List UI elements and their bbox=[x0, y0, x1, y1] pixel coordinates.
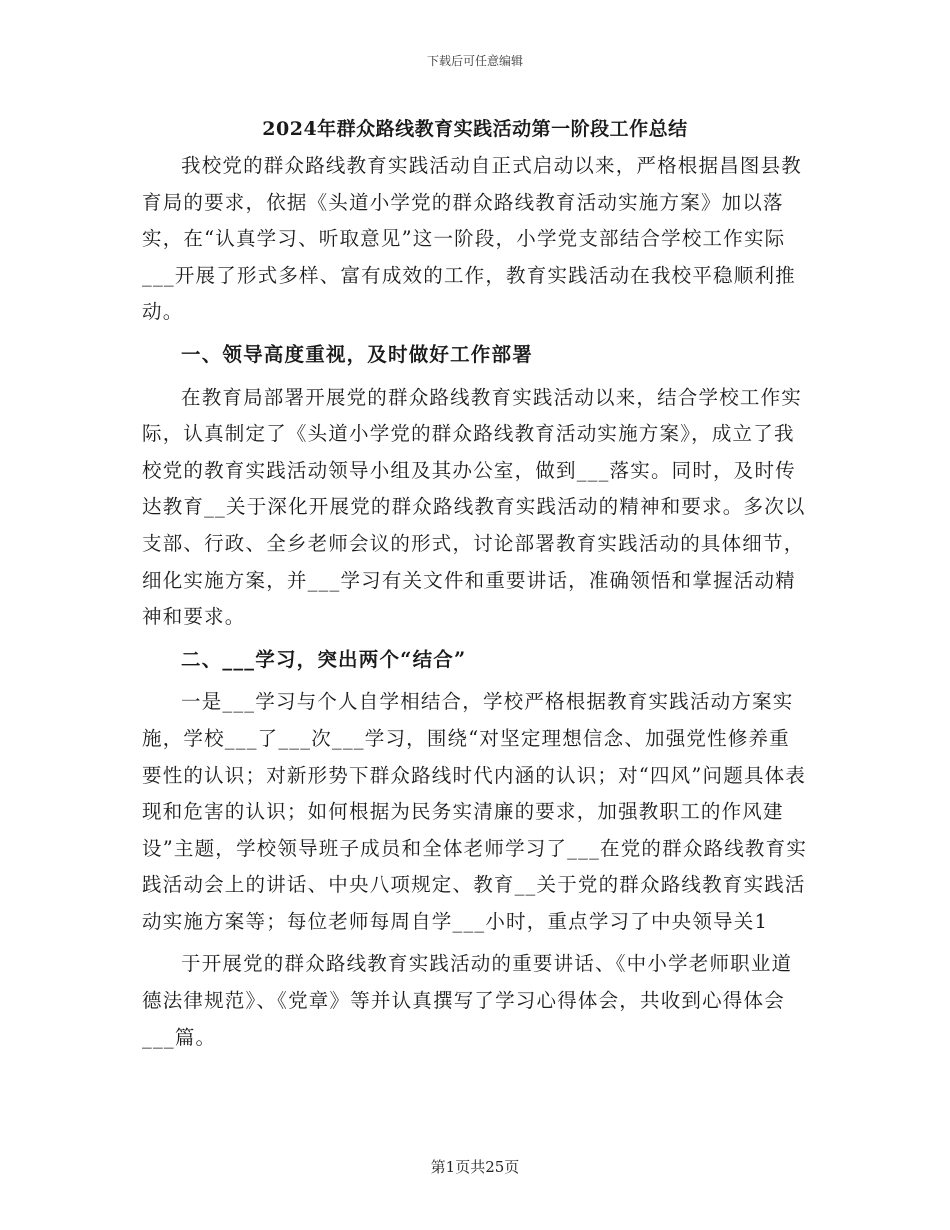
document-body bbox=[142, 148, 808, 1056]
intro-paragraph: 我校党的群众路线教育实践活动自正式启动以来，严格根据昌图县教育局的要求，依据《头道小学党的群众路线教育活动实施方案》加以落实，在“认真学习、听取意见”这一阶段，小学党支部结合学校工作实际___开展了形式多样、富有成效的工作，教育实践活动在我校平稳顺利推动。 bbox=[142, 154, 803, 324]
section-1-paragraph: 在教育局部署开展党的群众路线教育实践活动以来，结合学校工作实际，认真制定了《头道小学党的群众路线教育活动实施方案》，成立了我校党的教育实践活动领导小组及其办公室，做到___落实。同时，及时传达教育__关于深化开展党的群众路线教育实践活动的精神和要求。多次以支部、行政、全乡老师会议的形式，讨论部署教育实践活动的具体细节，细化实施方案，并___学习有关文件和重要讲话，准确领悟和掌握活动精神和要求。 bbox=[142, 385, 806, 629]
section-2-paragraph-1: 一是___学习与个人自学相结合，学校严格根据教育实践活动方案实施，学校___了___次___学习，围绕“对坚定理想信念、加强党性修养重要性的认识；对新形势下群众路线时代内涵的认识；对“四风”问题具体表现和危害的认识；如何根据为民务实清廉的要求，加强教职工的作风建设”主题，学校领导班子成员和全体老师学习了___在党的群众路线教育实践活动会上的讲话、中央八项规定、教育__关于党的群众路线教育实践活动实施方案等；每位老师每周自学___小时，重点学习了中央领导关1 bbox=[142, 690, 808, 933]
page-number: 第1页共25页 bbox=[430, 1158, 520, 1176]
section-heading-2: 二、___学习，突出两个“结合” bbox=[181, 647, 467, 671]
document-title: 2024年群众路线教育实践活动第一阶段工作总结 bbox=[262, 118, 688, 140]
section-2-paragraph-2: 于开展党的群众路线教育实践活动的重要讲话、《中小学老师职业道德法律规范》、《党章》等并认真撰写了学习心得体会，共收到心得体会___篇。 bbox=[142, 952, 793, 1049]
header-note: 下载后可任意编辑 bbox=[426, 54, 523, 68]
section-heading-1: 一、领导高度重视，及时做好工作部署 bbox=[181, 342, 533, 366]
